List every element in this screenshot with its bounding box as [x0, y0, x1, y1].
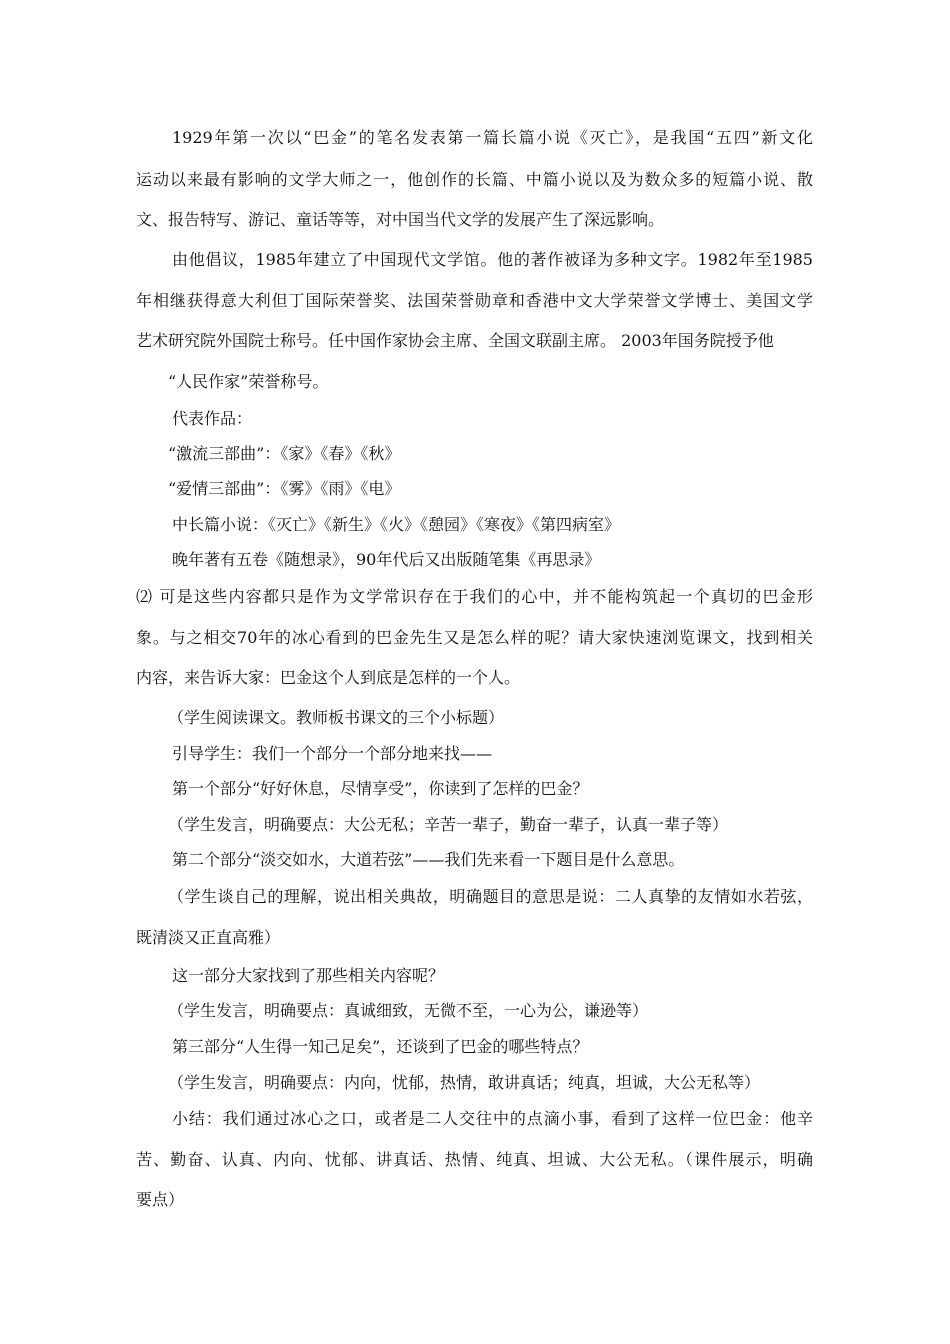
paragraph-line: 运动以来最有影响的文学大师之一，他创作的长篇、中篇小说以及为数众多的短篇小说、散	[136, 170, 813, 189]
works-item: 中长篇小说：《灭亡》《新生》《火》《憩园》《寒夜》《第四病室》	[172, 515, 621, 534]
paragraph-line: （学生阅读课文。教师板书课文的三个小标题）	[168, 708, 505, 727]
paragraph-line: 年相继获得意大利但丁国际荣誉奖、法国荣誉勋章和香港中文大学荣誉文学博士、美国文学	[136, 291, 813, 310]
works-item: “爱情三部曲”：《雾》《雨》《电》	[168, 479, 401, 498]
paragraph-line: （学生发言，明确要点：大公无私；辛苦一辈子，勤奋一辈子，认真一辈子等）	[168, 815, 729, 834]
section-heading: 代表作品：	[172, 409, 253, 428]
paragraph-line: 象。与之相交70年的冰心看到的巴金先生又是怎么样的呢？请大家快速浏览课文，找到相关	[136, 628, 813, 647]
paragraph-line: 小结：我们通过冰心之口，或者是二人交往中的点滴小事，看到了这样一位巴金：他辛	[172, 1109, 813, 1128]
paragraph-line: 由他倡议，1985年建立了中国现代文学馆。他的著作被译为多种文字。1982年至1985	[172, 250, 813, 269]
paragraph-line: 第一个部分“好好休息，尽情享受”，你读到了怎样的巴金？	[172, 779, 589, 798]
paragraph-line: ⑵ 可是这些内容都只是作为文学常识存在于我们的心中，并不能构筑起一个真切的巴金形	[136, 587, 813, 606]
paragraph-line: 引导学生：我们一个部分一个部分地来找——	[172, 744, 493, 763]
paragraph-line: 内容，来告诉大家：巴金这个人到底是怎样的一个人。	[136, 668, 521, 687]
paragraph-line: “人民作家”荣誉称号。	[168, 372, 329, 391]
paragraph-line: 既清淡又正直高雅）	[136, 928, 281, 947]
works-item: “激流三部曲”：《家》《春》《秋》	[168, 444, 401, 463]
works-item: 晚年著有五卷《随想录》，90年代后又出版随笔集《再思录》	[172, 550, 601, 569]
paragraph-line: （学生谈自己的理解，说出相关典故，明确题目的意思是说：二人真挚的友情如水若弦，	[168, 887, 813, 906]
paragraph-line: 要点）	[136, 1190, 185, 1209]
paragraph-line: 第三部分“人生得一知己足矣”，还谈到了巴金的哪些特点？	[172, 1037, 589, 1056]
paragraph-line: 这一部分大家找到了那些相关内容呢？	[172, 966, 445, 985]
paragraph-line: （学生发言，明确要点：内向，忧郁，热情，敢讲真话；纯真，坦诚，大公无私等）	[168, 1073, 761, 1092]
paragraph-line: 第二个部分“淡交如水，大道若弦”——我们先来看一下题目是什么意思。	[172, 850, 685, 869]
paragraph-line: 艺术研究院外国院士称号。任中国作家协会主席、全国文联副主席。 2003年国务院授予他	[136, 331, 774, 350]
paragraph-line: 1929年第一次以“巴金”的笔名发表第一篇长篇小说《灭亡》，是我国“五四”新文化	[172, 128, 813, 147]
paragraph-line: 文、报告特写、游记、童话等等，对中国当代文学的发展产生了深远影响。	[136, 210, 665, 229]
paragraph-line: （学生发言，明确要点：真诚细致，无微不至，一心为公，谦逊等）	[168, 1001, 649, 1020]
paragraph-line: 苦、勤奋、认真、内向、忧郁、讲真话、热情、纯真、坦诚、大公无私。（课件展示，明确	[136, 1150, 813, 1169]
